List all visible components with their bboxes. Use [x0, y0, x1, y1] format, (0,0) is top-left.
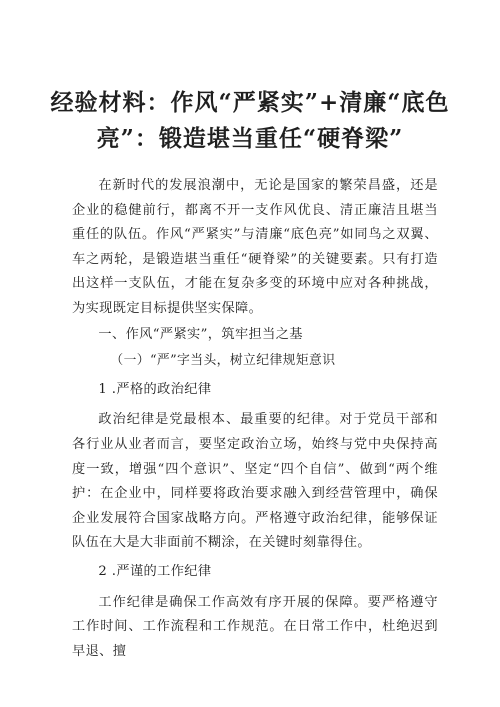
- item-paragraph-2: 工作纪律是确保工作高效有序开展的保障。要严格遵守工作时间、工作流程和工作规范。在日常工作中，杜绝迟到早退、擅: [72, 594, 438, 659]
- item-heading-2: 2 .严谨的工作纪律: [98, 563, 212, 579]
- document-title-line-2: 亮”：锻造堪当重任“硬脊梁”: [96, 125, 404, 152]
- item-paragraph-1: 政治纪律是党最根本、最重要的纪律。对于党员干部和各行业从业者而言，要坚定政治立场，始终与党中央保持高度一致，增强“四个意识”、坚定“四个自信”、做到“两个维护：在企业中，同样要将政治要求融入到经营管理中，确保企业发展符合国家战略方向。严格遵守政治纪律，能够保证队伍在大是大非面前不糊涂，在关键时刻靠得住。: [72, 412, 438, 551]
- section-heading-1: 一、作风“严紧实”，筑牢担当之基: [98, 326, 303, 342]
- document-title-line-1: 经验材料：作风“严紧实”+清廉“底色: [50, 89, 450, 116]
- item-heading-1: 1 .严格的政治纪律: [98, 381, 212, 397]
- subsection-heading-1: （一）“严”字当头，树立纪律规矩意识: [110, 353, 336, 369]
- document-body: [72, 174, 438, 664]
- intro-paragraph: 在新时代的发展浪潮中，无论是国家的繁荣昌盛，还是企业的稳健前行，都离不开一支作风优良、清正廉洁且堪当重任的队伍。作风“严紧实”与清廉“底色亮”如同鸟之双翼、车之两轮，是锻造堪当重任“硬脊梁”的关键要素。只有打造出这样一支队伍，才能在复杂多变的环境中应对各种挑战，为实现既定目标提供坚实保障。: [72, 178, 438, 316]
